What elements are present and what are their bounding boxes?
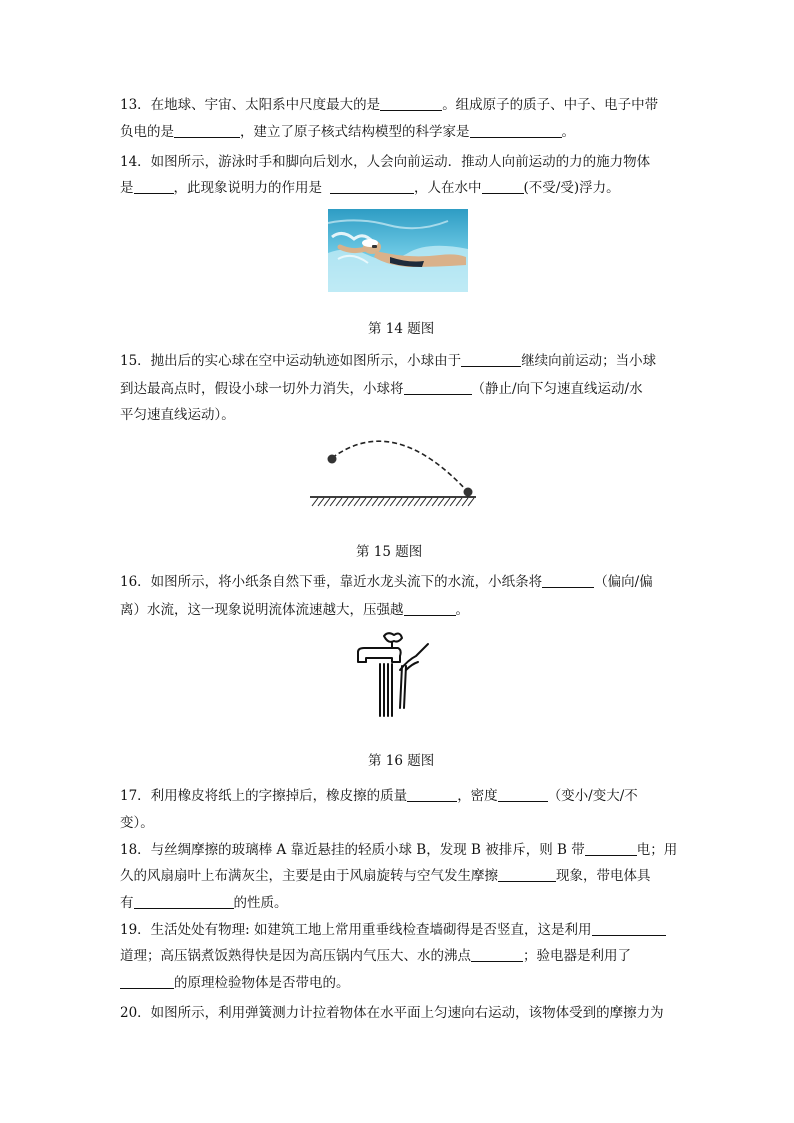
q17-line2: 变）。 [120, 815, 154, 831]
answer-blank[interactable] [407, 787, 457, 802]
answer-blank[interactable] [542, 573, 594, 588]
figure-caption-16: 第 16 题图 [368, 753, 435, 769]
q15-line3: 平匀速直线运动）。 [120, 407, 235, 423]
figure-caption-14: 第 14 题图 [368, 321, 435, 337]
q18-line3: 有 的性质。 [120, 895, 288, 911]
answer-blank[interactable] [482, 179, 524, 194]
q13-line1: 13．在地球、宇宙、太阳系中尺度最大的是 。组成原子的质子、中子、电子中带 [120, 97, 659, 113]
answer-blank[interactable] [471, 947, 523, 962]
faucet-paper-strip-diagram [350, 630, 434, 722]
answer-blank[interactable] [134, 894, 234, 909]
q20-line1: 20．如图所示，利用弹簧测力计拉着物体在水平面上匀速向右运动，该物体受到的摩擦力为 [120, 1005, 664, 1021]
answer-blank[interactable] [174, 123, 240, 138]
answer-blank[interactable] [134, 179, 174, 194]
q16-line1: 16．如图所示，将小纸条自然下垂，靠近水龙头流下的水流，小纸条将 （偏向/偏 [120, 574, 653, 590]
answer-blank[interactable] [585, 841, 637, 856]
q14-line1: 14．如图所示，游泳时手和脚向后划水，人会向前运动．推动人向前运动的力的施力物体 [120, 154, 651, 170]
q18-line1: 18．与丝绸摩擦的玻璃棒 A 靠近悬挂的轻质小球 B，发现 B 被排斥，则 B 带 电；用 [120, 842, 678, 858]
answer-blank[interactable] [498, 867, 556, 882]
q19-line2: 道理；高压锅煮饭熟得快是因为高压锅内气压大、水的沸点 ；验电器是利用了 [120, 948, 631, 964]
q13-line2: 负电的是 ，建立了原子核式结构模型的科学家是 。 [120, 124, 575, 140]
q19-line1: 19．生活处处有物理: 如建筑工地上常用重垂线检查墙砌得是否竖直，这是利用 [120, 920, 666, 940]
q15-line1: 15．抛出后的实心球在空中运动轨迹如图所示，小球由于 继续向前运动；当小球 [120, 353, 657, 369]
q18-line2: 久的风扇扇叶上布满灰尘，主要是由于风扇旋转与空气发生摩擦 现象，带电体具 [120, 868, 651, 884]
q19-line3: 的原理检验物体是否带电的。 [120, 973, 350, 993]
answer-blank[interactable] [380, 96, 442, 111]
answer-blank[interactable] [120, 974, 174, 989]
answer-blank[interactable] [470, 123, 562, 138]
ball-trajectory-diagram [308, 430, 480, 510]
q14-line2: 是 ，此现象说明力的作用是 ，人在水中 (不受/受)浮力。 [120, 180, 620, 196]
figure-caption-15: 第 15 题图 [356, 544, 423, 560]
q16-line2: 离）水流，这一现象说明流体流速越大，压强越 。 [120, 602, 469, 618]
answer-blank[interactable] [498, 787, 548, 802]
q17-line1: 17．利用橡皮将纸上的字擦掉后，橡皮擦的质量 ，密度 （变小/变大/不 [120, 788, 638, 804]
swimmer-image [328, 209, 468, 292]
answer-blank[interactable] [461, 352, 521, 367]
answer-blank[interactable] [404, 380, 472, 395]
answer-blank[interactable] [592, 921, 666, 936]
answer-blank[interactable] [404, 601, 456, 616]
q15-line2: 到达最高点时，假设小球一切外力消失，小球将 （静止/向下匀速直线运动/水 [120, 381, 643, 397]
answer-blank[interactable] [330, 179, 414, 194]
